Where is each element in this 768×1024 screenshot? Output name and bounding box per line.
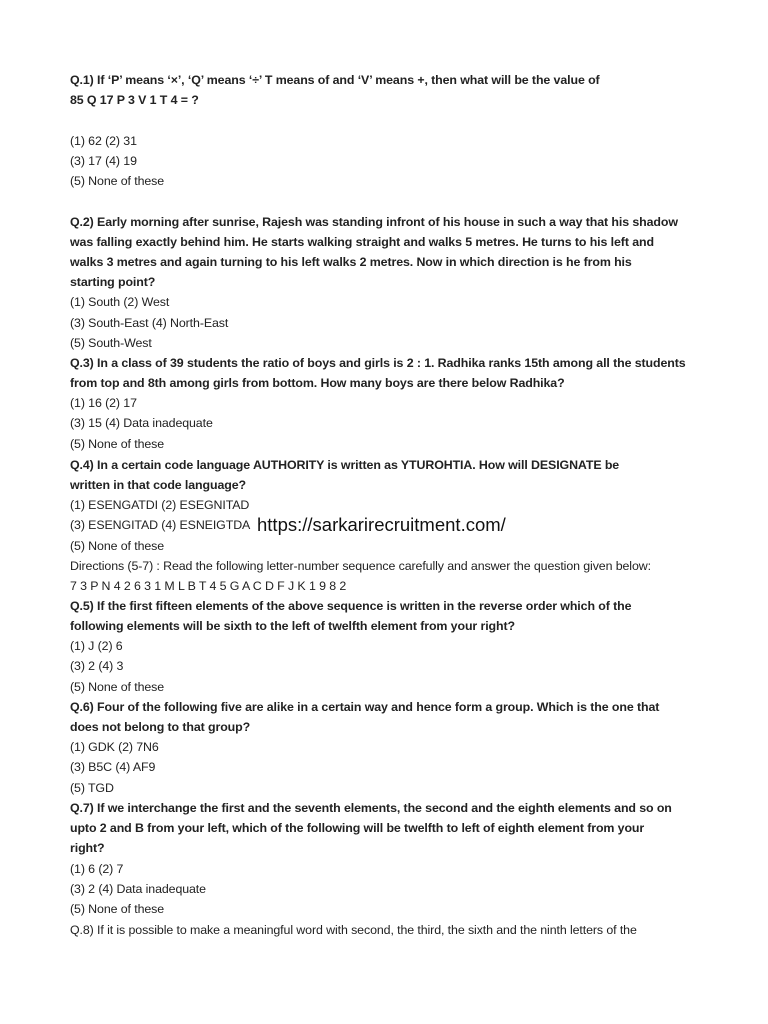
q2-options-line-3: (5) South-West: [70, 336, 152, 350]
q2-options-line-1: (1) South (2) West: [70, 295, 170, 309]
q4-options-line-2: (3) ESENGITAD (4) ESNEIGTDA: [70, 518, 251, 532]
q2-text-line-4: starting point?: [70, 275, 156, 289]
q7-options-line-3: (5) None of these: [70, 902, 165, 916]
q3-options-line-3: (5) None of these: [70, 437, 165, 451]
q1-options-line-3: (5) None of these: [70, 174, 165, 188]
q6-text-line-2: does not belong to that group?: [70, 720, 251, 734]
q1-text-line-1: Q.1) If ‘P’ means ‘×’, ‘Q’ means ‘÷’ T means of and ‘V’ means +, then what will be the value of: [70, 73, 600, 87]
q6-text-line-1: Q.6) Four of the following five are alike in a certain way and hence form a group. Which is the one that: [70, 700, 660, 714]
q2-options-line-2: (3) South-East (4) North-East: [70, 316, 229, 330]
q3-options-line-2: (3) 15 (4) Data inadequate: [70, 416, 213, 430]
q3-text-line-1: Q.3) In a class of 39 students the ratio of boys and girls is 2 : 1. Radhika ranks 15th among all the students: [70, 356, 686, 370]
q1-options-line-1: (1) 62 (2) 31: [70, 134, 137, 148]
q4-options-line-3: (5) None of these: [70, 539, 165, 553]
q2-text-line-3: walks 3 metres and again turning to his left walks 2 metres. Now in which direction is he from his: [70, 255, 632, 269]
q6-options-line-3: (5) TGD: [70, 781, 114, 795]
q5-options-line-1: (1) J (2) 6: [70, 639, 123, 653]
q7-text-line-3: right?: [70, 841, 105, 855]
q8-text-line-1: Q.8) If it is possible to make a meaningful word with second, the third, the sixth and the ninth letters of the: [70, 923, 637, 937]
letter-number-sequence: 7 3 P N 4 2 6 3 1 M L B T 4 5 G A C D F J K 1 9 8 2: [70, 579, 347, 593]
q7-options-line-1: (1) 6 (2) 7: [70, 862, 124, 876]
q6-options-line-1: (1) GDK (2) 7N6: [70, 740, 159, 754]
q7-text-line-1: Q.7) If we interchange the first and the seventh elements, the second and the eighth elements and so on: [70, 801, 672, 815]
q2-text-line-1: Q.2) Early morning after sunrise, Rajesh was standing infront of his house in such a way that his shadow: [70, 215, 678, 229]
directions-text: Directions (5-7) : Read the following letter-number sequence carefully and answer the question given below:: [70, 559, 651, 573]
q4-text-line-2: written in that code language?: [70, 478, 246, 492]
q4-text-line-1: Q.4) In a certain code language AUTHORITY is written as YTUROHTIA. How will DESIGNATE be: [70, 458, 620, 472]
q7-options-line-2: (3) 2 (4) Data inadequate: [70, 882, 206, 896]
watermark-url: https://sarkarirecruitment.com/: [257, 514, 506, 535]
q5-text-line-1: Q.5) If the first fifteen elements of the above sequence is written in the reverse order which of the: [70, 599, 632, 613]
q5-options-line-3: (5) None of these: [70, 680, 165, 694]
q5-text-line-2: following elements will be sixth to the left of twelfth element from your right?: [70, 619, 515, 633]
q3-options-line-1: (1) 16 (2) 17: [70, 396, 137, 410]
q7-text-line-2: upto 2 and B from your left, which of the following will be twelfth to left of eighth element from your: [70, 821, 645, 835]
q2-text-line-2: was falling exactly behind him. He starts walking straight and walks 5 metres. He turns to his left and: [70, 235, 654, 249]
q5-options-line-2: (3) 2 (4) 3: [70, 659, 124, 673]
q1-options-line-2: (3) 17 (4) 19: [70, 154, 137, 168]
q1-text-line-2: 85 Q 17 P 3 V 1 T 4 = ?: [70, 93, 199, 107]
q3-text-line-2: from top and 8th among girls from bottom. How many boys are there below Radhika?: [70, 376, 565, 390]
q4-options-line-1: (1) ESENGATDI (2) ESEGNITAD: [70, 498, 250, 512]
q6-options-line-2: (3) B5C (4) AF9: [70, 760, 156, 774]
